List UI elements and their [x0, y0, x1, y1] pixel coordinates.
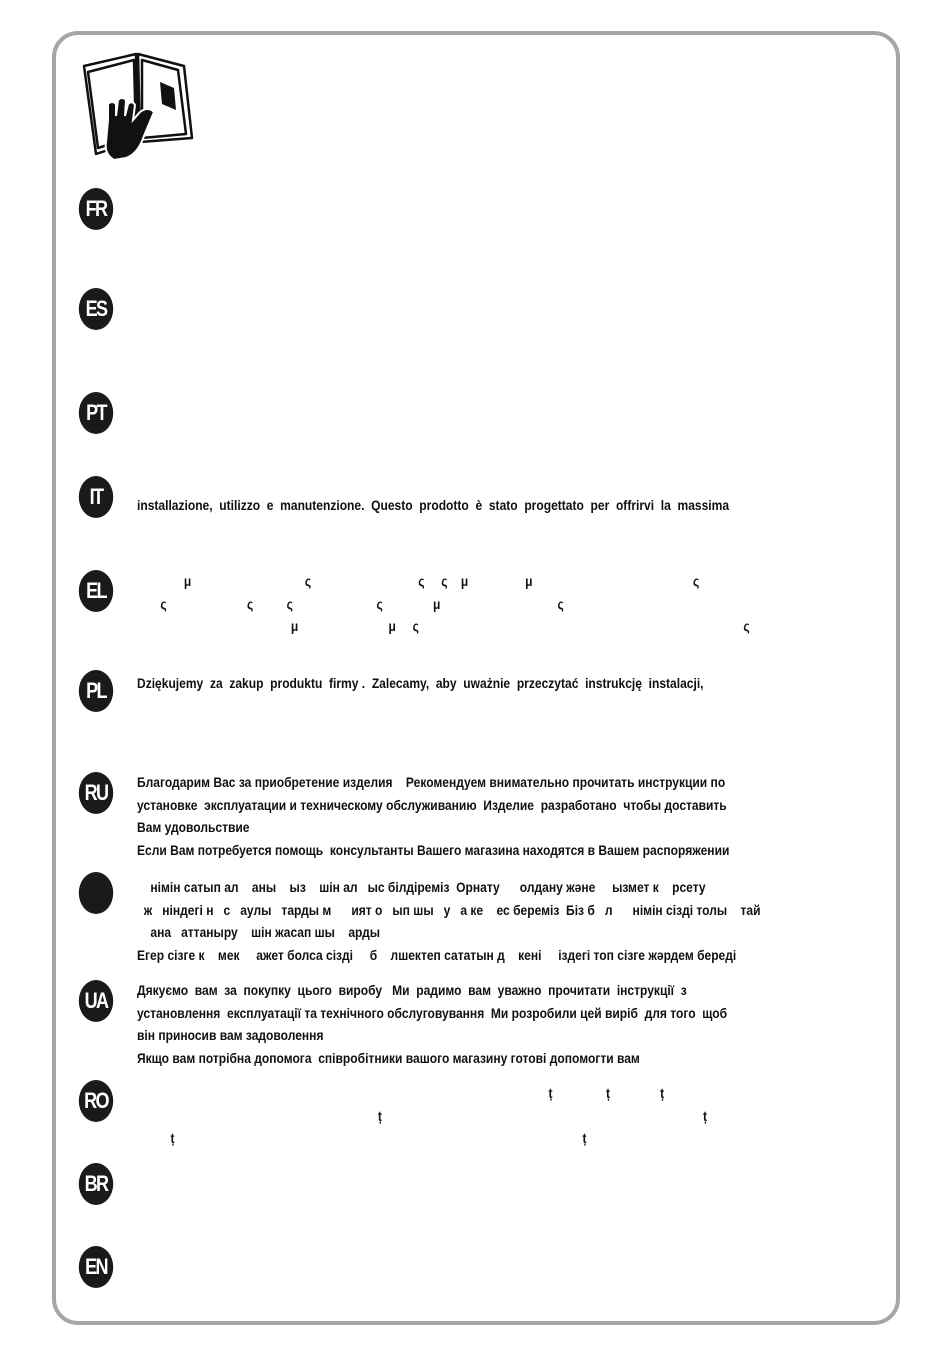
text-line: Якщо вам потрібна допомога співробітники вашого магазину готові допомогти вам: [137, 1049, 640, 1066]
section-text-kz: [137, 876, 761, 966]
language-badge-it: IT: [79, 476, 113, 518]
text-line: Егер сізге к мек ажет болса сізді б лшектеп сататын д кені іздегі топ сізге жәрдем береді: [137, 946, 737, 963]
language-badge-el: EL: [79, 570, 113, 612]
text-line: ț ț: [137, 1107, 708, 1124]
read-manual-icon: [78, 50, 196, 172]
text-line: Вам удовольствие: [137, 819, 250, 835]
text-line: ț ț: [137, 1130, 587, 1146]
text-line: ς ς ς ς μ ς: [137, 595, 564, 612]
language-badge-br: BR: [79, 1163, 113, 1205]
text-line: він приносив вам задоволення: [137, 1027, 324, 1043]
section-text-ro: [137, 1082, 739, 1150]
section-text-pl: [137, 672, 739, 695]
text-line: μ ς ς ς μ μ ς: [137, 573, 700, 589]
section-text-it: [137, 494, 739, 517]
text-line: німін сатып ал аны ыз шін ал ыс білдіреміз Орнату олдану және ызмет к рсету: [137, 879, 706, 895]
text-line: ж ніндегі н с аулы тарды м ият о ып шы у а ке ес береміз Біз б л німін сізді толы тай: [137, 901, 761, 918]
text-line: установке эксплуатации и техническому обслуживанию Изделие разработано чтобы доставить: [137, 796, 727, 813]
section-text-ru: [137, 771, 739, 861]
text-line: Dziękujemy za zakup produktu firmy . Zalecamy, aby uważnie przeczytać instrukcję instalacji,: [137, 675, 704, 691]
text-line: Благодарим Вас за приобретение изделия Рекомендуем внимательно прочитать инструкции по: [137, 774, 726, 790]
language-badge-pl: PL: [79, 670, 113, 712]
language-badge-pt: PT: [79, 392, 113, 434]
language-badge-es: ES: [79, 288, 113, 330]
language-badge-fr: FR: [79, 188, 113, 230]
text-line: μ μ ς ς: [137, 618, 750, 634]
text-line: ț ț ț: [137, 1085, 665, 1101]
section-text-ua: [137, 979, 739, 1069]
language-badge-ro: RO: [79, 1080, 113, 1122]
text-line: installazione, utilizzo e manutenzione. Questo prodotto è stato progettato per offrirvi la massima: [137, 497, 730, 513]
language-badge-kz: [79, 872, 113, 914]
text-line: Если Вам потребуется помощь консультанты Вашего магазина находятся в Вашем распоряжении: [137, 841, 730, 858]
section-text-el: [137, 570, 750, 638]
language-badge-ua: UA: [79, 980, 113, 1022]
text-line: ана аттаныру шін жасап шы арды: [137, 924, 381, 940]
text-line: установлення експлуатації та технічного обслуговування Ми розробили цей виріб для того щоб: [137, 1004, 728, 1021]
language-badge-ru: RU: [79, 772, 113, 814]
language-badge-en: EN: [79, 1246, 113, 1288]
text-line: Дякуємо вам за покупку цього виробу Ми радимо вам уважно прочитати інструкції з: [137, 982, 687, 998]
